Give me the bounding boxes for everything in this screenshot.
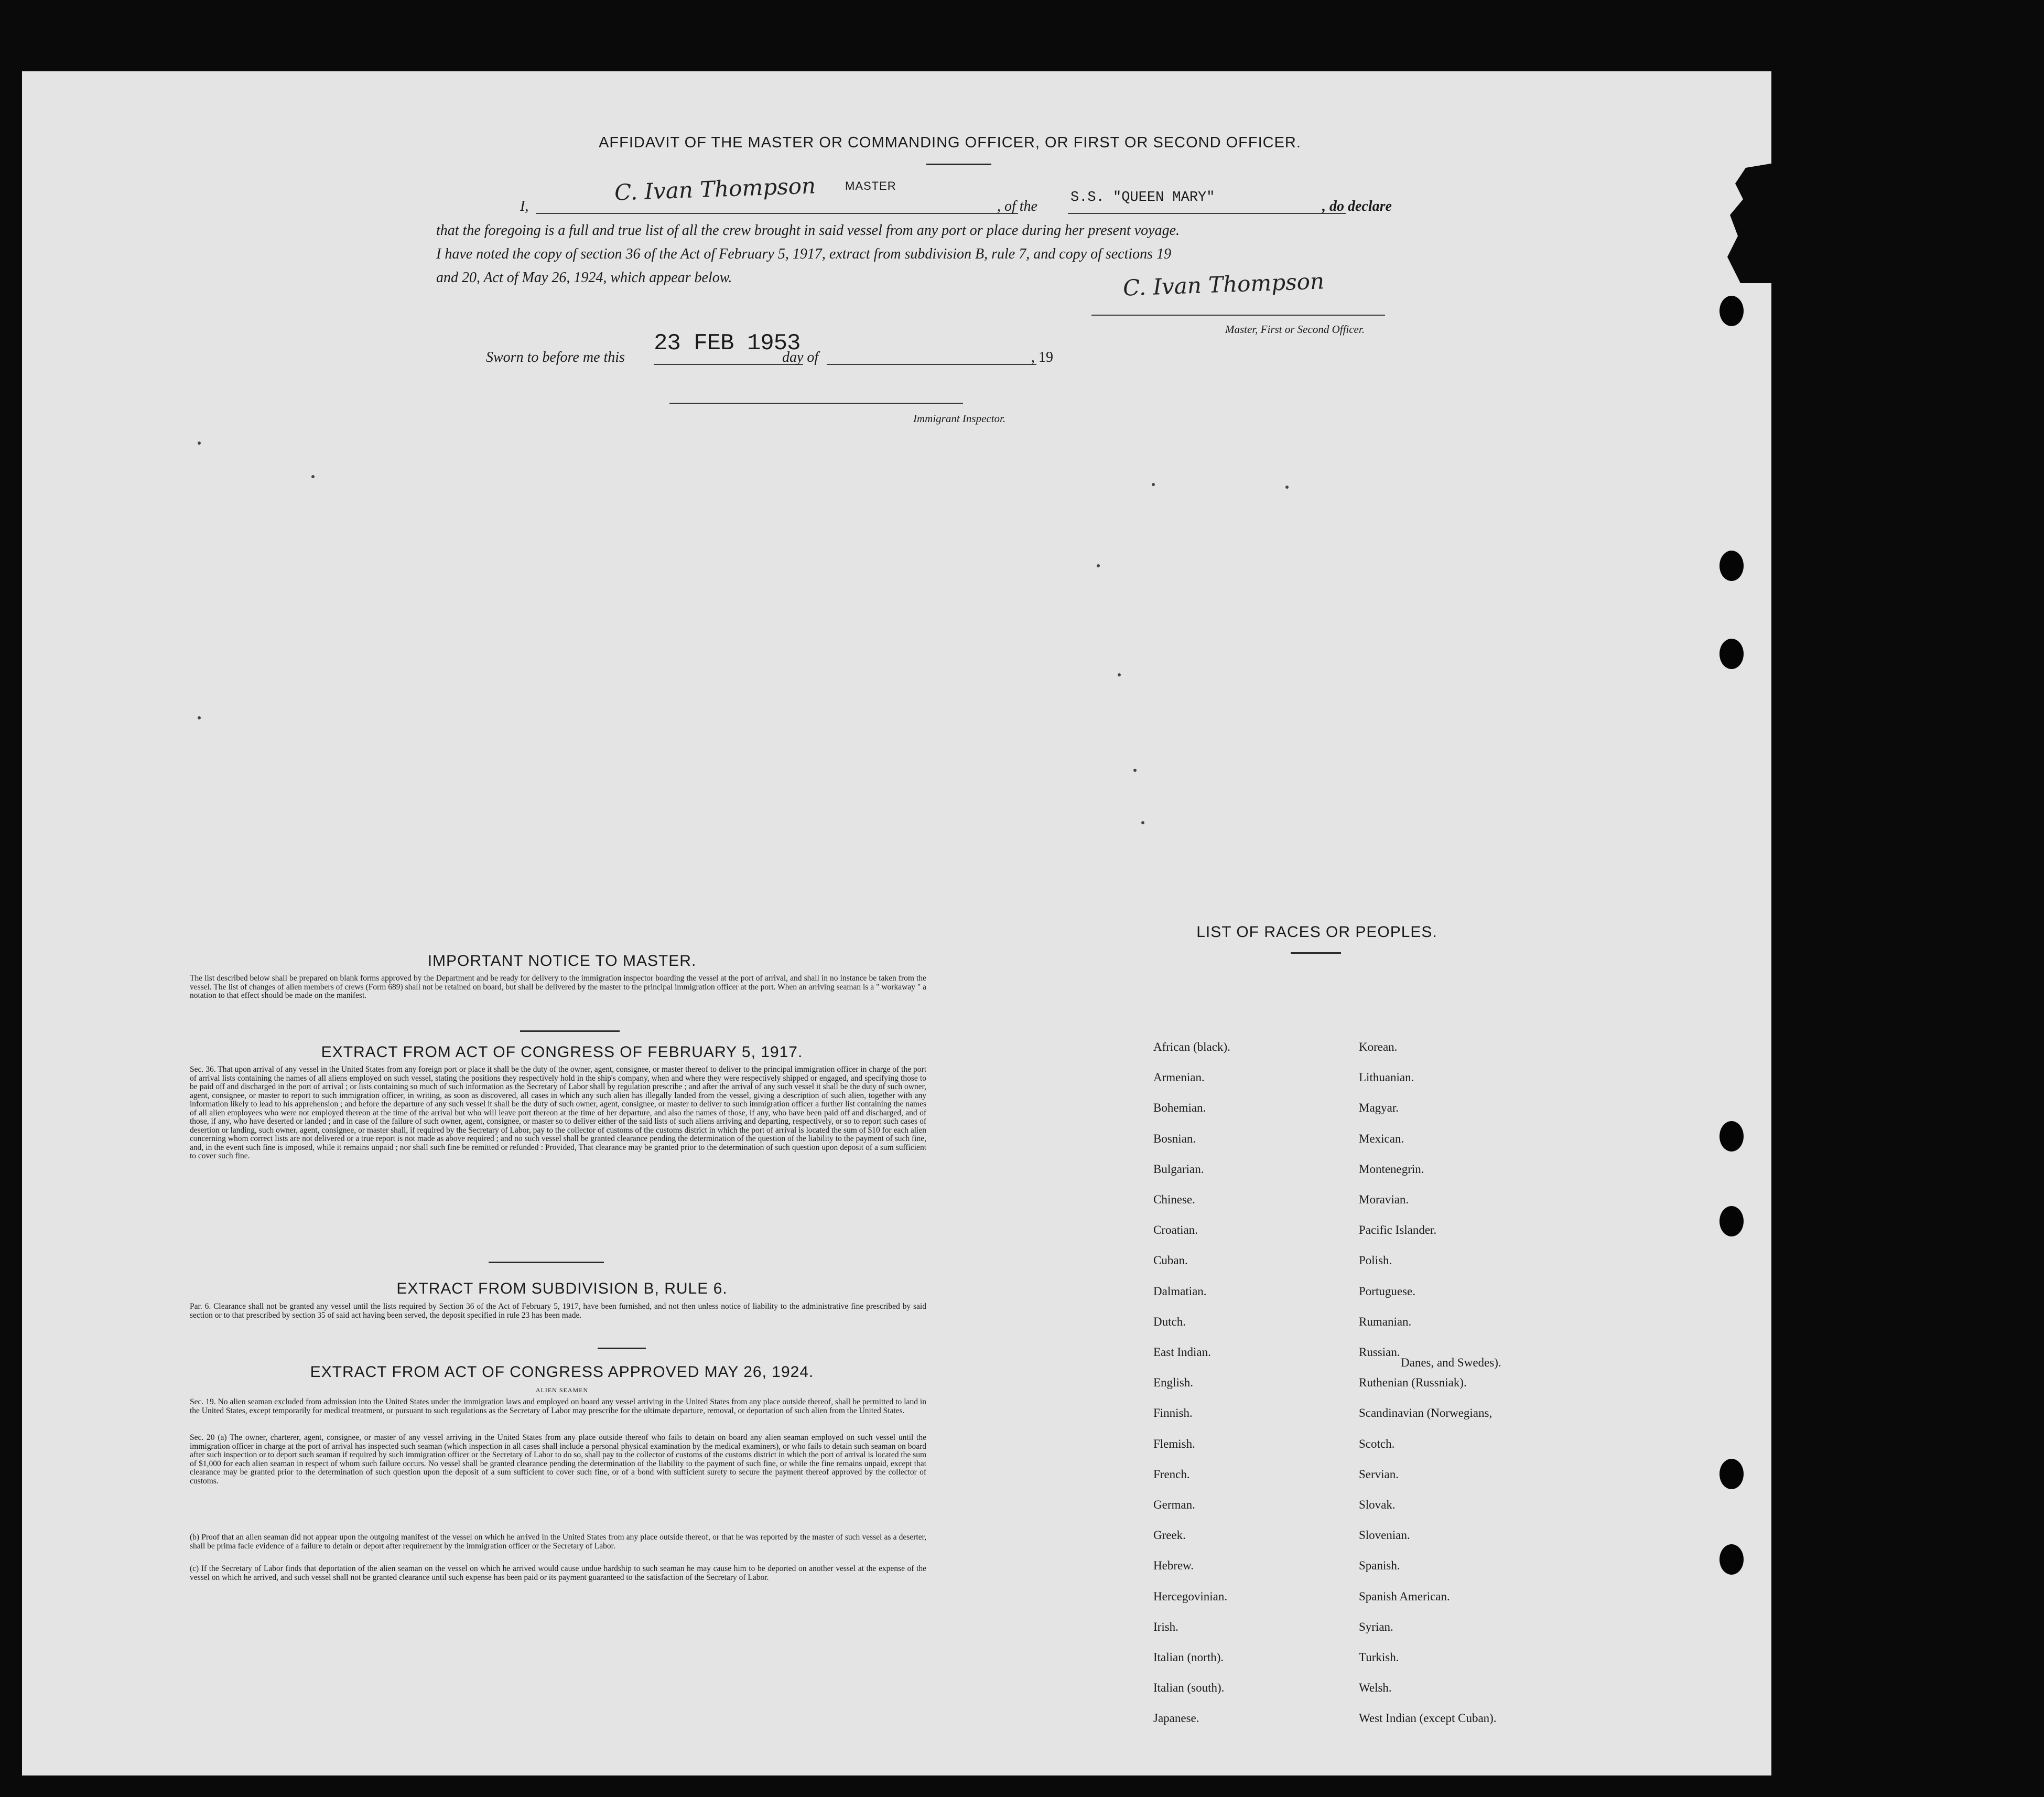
race-item: Welsh.: [1359, 1681, 1392, 1695]
binder-hole: [1719, 639, 1744, 669]
race-item: Armenian.: [1153, 1071, 1205, 1084]
officer-caption: Master, First or Second Officer.: [1225, 323, 1365, 336]
race-item: Portuguese.: [1359, 1284, 1415, 1298]
race-item: Japanese.: [1153, 1712, 1199, 1725]
ink-speck: [198, 442, 201, 445]
race-item: Bosnian.: [1153, 1132, 1196, 1145]
race-item: Magyar.: [1359, 1101, 1399, 1115]
name-line: [536, 213, 1018, 214]
race-item: Slovenian.: [1359, 1529, 1410, 1542]
inspector-caption: Immigrant Inspector.: [913, 412, 1006, 425]
ink-speck: [1285, 486, 1289, 489]
binder-hole: [1719, 1459, 1744, 1489]
title-underline: [926, 164, 991, 165]
race-item: African (black).: [1153, 1040, 1230, 1053]
notice-text: The list described below shall be prepared on blank forms approved by the Department and be ready for delivery to the immigration inspector boarding the vessel at the port of arrival, and shall in no instance be taken from the vessel. The list of changes of alien members of crews (Form 689) shall not be retained on board, but shall be delivered by the master to the principal immigration officer at the port. When an arriving seaman is a " workaway " a notation to that effect should be made on the manifest.: [190, 974, 926, 1000]
notice-title: IMPORTANT NOTICE TO MASTER.: [427, 952, 697, 970]
alien-seamen-subtitle: ALIEN SEAMEN: [535, 1386, 589, 1394]
extract-1924-title: EXTRACT FROM ACT OF CONGRESS APPROVED MAY 26, 1924.: [310, 1363, 814, 1381]
races-title-underline: [1291, 952, 1341, 954]
ink-speck: [1118, 673, 1121, 676]
races-title: LIST OF RACES OR PEOPLES.: [1196, 923, 1437, 941]
ink-speck: [1152, 483, 1155, 486]
race-item: Pacific Islander.: [1359, 1223, 1437, 1237]
race-item: West Indian (except Cuban).: [1359, 1712, 1497, 1725]
ink-speck: [1097, 564, 1100, 567]
ink-speck: [311, 475, 315, 478]
race-item: Greek.: [1153, 1529, 1186, 1542]
divider: [520, 1030, 620, 1032]
document-page: [22, 71, 1771, 1776]
race-item: Scandinavian (Norwegians,: [1359, 1406, 1493, 1420]
race-item: Servian.: [1359, 1467, 1399, 1481]
race-item: German.: [1153, 1498, 1195, 1511]
race-item: Hebrew.: [1153, 1559, 1194, 1573]
extract-1917-text: Sec. 36. That upon arrival of any vessel in the United States from any foreign port or place it shall be the duty of the owner, agent, consignee, or master thereof to deliver to the principal immigration officer in charge of the port of arrival lists containing the names of all aliens employed on such vessel, stating the positions they respectively hold in the ship's company, when and where they were respectively shipped or engaged, and specifying those to be paid off and discharged in the port of arrival ; or lists containing so much of such information as the Secretary of Labor shall by regulation prescribe ; and after the arrival of any such vessel it shall be the duty of such owner, agent, consignee, or master to report to such immigration officer, in writing, as soon as discovered, all cases in which any such alien has illegally landed from the vessel, giving a description of such alien, together with any information likely to lead to his apprehension ; and before the departure of any such vessel it shall be the duty of such owner, agent, consignee, or master to deliver to such immigration officer a further list containing the names of all alien employees who were not employed thereon at the time of the arrival but who will leave port thereon at the time of her departure, and also the names of those, if any, who have been paid off and discharged, and of those, if any, who have deserted or landed ; and in case of the failure of such owner, agent, consignee, or master so to deliver either of the said lists of such aliens arriving and departing, respectively, or so to report such cases of desertion or landing, such owner, agent, consignee, or master shall, if required by the Secretary of Labor, pay to the collector of customs of the customs district in which the port of arrival is located the sum of $10 for each alien concerning whom correct lists are not delivered or a true report is not made as above required ; and no such vessel shall be granted clearance pending the determination of the question of the liability to the payment of such fine, and, in the event such fine is imposed, while it remains unpaid ; nor shall such fine be remitted or refunded : Provided, That clearance may be granted prior to the determination of such question upon deposit of a sum sufficient to cover such fine.: [190, 1065, 926, 1160]
ink-speck: [1141, 821, 1144, 824]
sworn-date-stamp: 23 FEB 1953: [654, 330, 801, 357]
sworn-prefix: Sworn to before me this: [486, 349, 625, 365]
section-19-text: Sec. 19. No alien seaman excluded from admission into the United States under the immigration laws and employed on board any vessel arriving in the United States from any place outside thereof, shall be permitted to land in the United States, except temporarily for medical treatment, or pursuant to such regulations as the Secretary of Labor may prescribe for the ultimate departure, removal, or deportation of such alien from the United States.: [190, 1397, 926, 1415]
divider: [598, 1348, 646, 1349]
section-20a-text: Sec. 20 (a) The owner, charterer, agent, consignee, or master of any vessel arriving in the United States from any place outside thereof who fails to detain on board any alien seaman employed on such vessel until the immigration officer in charge at the port of arrival has inspected such seaman (which inspection in all cases shall include a personal physical examination by the medical examiners), or who fails to detain such seaman on board after such inspection or to deport such seaman if required by such immigration officer or the Secretary of Labor to do so, shall pay to the collector of customs of the customs district in which the port of arrival is located the sum of $1,000 for each alien seaman in respect of whom such failure occurs. No vessel shall be granted clearance pending the determination of the liability to the payment of such fine, or while the fine remains unpaid, except that clearance may be granted prior to the determination of such question upon the deposit of a sum sufficient to cover such fine, or of a bond with sufficient surety to secure the payment thereof approved by the collector of customs.: [190, 1433, 926, 1486]
race-item: Dalmatian.: [1153, 1284, 1207, 1298]
month-line: [827, 364, 1036, 365]
inspector-signature-line: [669, 403, 963, 404]
of-the-label: , of the: [997, 198, 1037, 214]
ink-speck: [198, 716, 201, 719]
race-item: Dutch.: [1153, 1315, 1186, 1328]
affidavit-title: AFFIDAVIT OF THE MASTER OR COMMANDING OFFICER, OR FIRST OR SECOND OFFICER.: [599, 134, 1301, 151]
master-signature-1: C. Ivan Thompson: [614, 173, 816, 206]
race-item: French.: [1153, 1467, 1190, 1481]
race-item: East Indian.: [1153, 1346, 1211, 1359]
race-item: English.: [1153, 1376, 1194, 1390]
race-item: Polish.: [1359, 1254, 1392, 1267]
master-signature-2: C. Ivan Thompson: [1122, 268, 1325, 301]
master-label: MASTER: [845, 179, 896, 192]
race-item: Syrian.: [1359, 1620, 1393, 1633]
section-20c-text: (c) If the Secretary of Labor finds that deportation of the alien seaman on the vessel on which he arrived would cause undue hardship to such seaman he may cause him to be deported on another vessel at the expense of the vessel on which he arrived, and such vessel shall not be granted clearance until such expense has been paid or its payment guaranteed to the satisfaction of the Secretary of Labor.: [190, 1564, 926, 1582]
race-item: Mexican.: [1359, 1132, 1404, 1145]
race-item: Hercegovinian.: [1153, 1589, 1228, 1603]
binder-hole: [1719, 296, 1744, 326]
race-item: Slovak.: [1359, 1498, 1396, 1511]
race-item: Spanish American.: [1359, 1589, 1450, 1603]
race-item: Rumanian.: [1359, 1315, 1412, 1328]
affidavit-line-2: I have noted the copy of section 36 of the Act of February 5, 1917, extract from subdivision B, rule 7, and copy of sections 19: [436, 246, 1172, 262]
extract-rule6-title: EXTRACT FROM SUBDIVISION B, RULE 6.: [396, 1280, 728, 1297]
race-item: Scotch.: [1359, 1437, 1395, 1450]
divider: [489, 1262, 604, 1263]
race-item: Finnish.: [1153, 1406, 1193, 1420]
race-item: Montenegrin.: [1359, 1162, 1424, 1176]
torn-corner: [1714, 163, 1777, 283]
race-item: Moravian.: [1359, 1193, 1409, 1206]
extract-1917-title: EXTRACT FROM ACT OF CONGRESS OF FEBRUARY 5, 1917.: [321, 1043, 803, 1061]
race-item: Turkish.: [1359, 1651, 1399, 1664]
race-item: Cuban.: [1153, 1254, 1188, 1267]
race-item-scandinavian-cont: Danes, and Swedes).: [1401, 1356, 1501, 1369]
binder-hole: [1719, 551, 1744, 581]
race-item: Bohemian.: [1153, 1101, 1206, 1115]
race-item: Korean.: [1359, 1040, 1398, 1053]
day-of-label: day of: [782, 349, 819, 365]
race-item: Flemish.: [1153, 1437, 1195, 1450]
section-20b-text: (b) Proof that an alien seaman did not appear upon the outgoing manifest of the vessel on which he arrived in the United States from any place outside thereof, or that he was reported by the master of such vessel as a deserter, shall be prima facie evidence of a failure to detain or deport after requirement by the immigration officer or the Secretary of Labor.: [190, 1533, 926, 1551]
race-item: Ruthenian (Russniak).: [1359, 1376, 1467, 1390]
affidavit-line-1: that the foregoing is a full and true list of all the crew brought in said vessel from any port or place during her present voyage.: [436, 222, 1180, 239]
binder-hole: [1719, 1544, 1744, 1575]
race-item: Lithuanian.: [1359, 1071, 1414, 1084]
affidavit-line-3: and 20, Act of May 26, 1924, which appear below.: [436, 270, 732, 286]
race-item: Spanish.: [1359, 1559, 1400, 1573]
vessel-line: [1068, 213, 1346, 214]
year-suffix: , 19: [1031, 349, 1053, 365]
race-item: Italian (north).: [1153, 1651, 1224, 1664]
i-label: I,: [520, 198, 529, 214]
extract-rule6-text: Par. 6. Clearance shall not be granted any vessel until the lists required by Section 36 of the Act of February 5, 1917, have been furnished, and not then unless notice of liability to the administrative fine prescribed by said section or to that prescribed by section 35 of said act having been served, the deposit specified in rule 23 has been made.: [190, 1302, 926, 1320]
sworn-date-line: [654, 364, 803, 365]
race-item: Croatian.: [1153, 1223, 1198, 1237]
race-item: Russian.: [1359, 1346, 1400, 1359]
binder-hole: [1719, 1121, 1744, 1152]
binder-hole: [1719, 1206, 1744, 1236]
race-item: Irish.: [1153, 1620, 1178, 1633]
do-declare-label: , do declare: [1322, 198, 1392, 214]
race-item: Italian (south).: [1153, 1681, 1225, 1695]
ink-speck: [1133, 769, 1137, 772]
signature-line: [1091, 315, 1385, 316]
race-item: Bulgarian.: [1153, 1162, 1204, 1176]
race-item: Chinese.: [1153, 1193, 1195, 1206]
vessel-name: S.S. "QUEEN MARY": [1070, 190, 1215, 206]
